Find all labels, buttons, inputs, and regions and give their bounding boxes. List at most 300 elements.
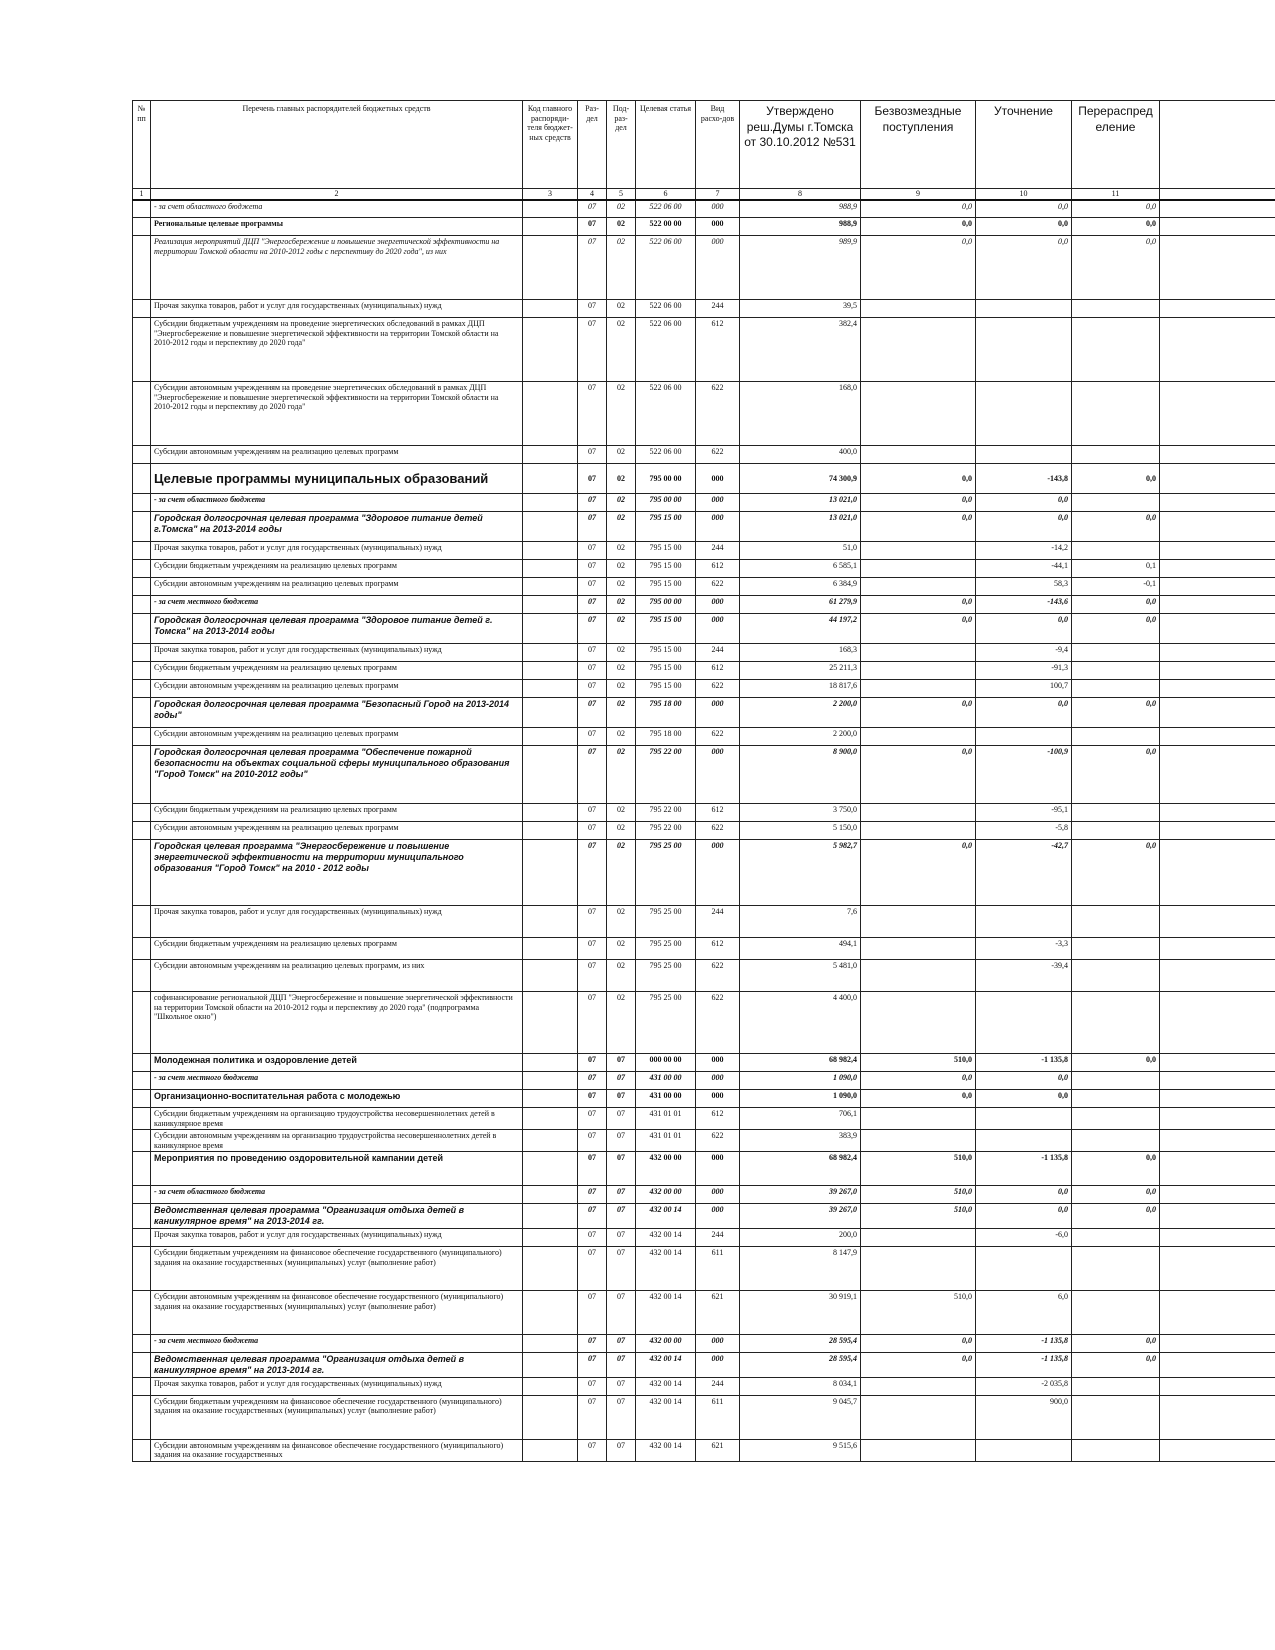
row-pereraspredelenie (1072, 728, 1160, 746)
row-utochnenie (976, 1247, 1072, 1291)
row-pereraspredelenie: 0,0 (1072, 698, 1160, 728)
row-bezvozmezdnye: 0,0 (861, 614, 976, 644)
table-row (133, 1152, 1275, 1186)
row-utverzhdeno: 7,6 (740, 906, 861, 938)
row-celevaya-statya: 432 00 14 (636, 1247, 696, 1291)
row-extra (1160, 494, 1275, 512)
row-razdel: 07 (578, 662, 607, 680)
row-pereraspredelenie: 0,0 (1072, 596, 1160, 614)
row-podrazdel: 02 (607, 200, 636, 218)
row-vid-raskhodov: 000 (696, 1054, 740, 1072)
budget-table-sheet (132, 100, 1275, 1462)
row-bezvozmezdnye: 0,0 (861, 840, 976, 906)
row-razdel: 07 (578, 906, 607, 938)
row-razdel: 07 (578, 236, 607, 300)
row-celevaya-statya: 000 00 00 (636, 1054, 696, 1072)
row-podrazdel: 07 (607, 1152, 636, 1186)
row-utverzhdeno: 168,3 (740, 644, 861, 662)
row-num (133, 1395, 151, 1439)
row-name: Субсидии автономным учреждениям на проведение энергетических обследований в рамках ДЦП "Энергосбережение и повышение энергетической эффективности на территории Томской области на 2010-2012 годы и перспективу до 2020 года" (151, 382, 523, 446)
row-extra (1160, 680, 1275, 698)
row-bezvozmezdnye (861, 300, 976, 318)
row-razdel: 07 (578, 1072, 607, 1090)
row-razdel: 07 (578, 840, 607, 906)
row-celevaya-statya: 432 00 00 (636, 1335, 696, 1353)
row-utverzhdeno: 61 279,9 (740, 596, 861, 614)
row-kod (523, 1072, 578, 1090)
row-num (133, 728, 151, 746)
row-bezvozmezdnye: 0,0 (861, 464, 976, 494)
row-kod (523, 1130, 578, 1152)
row-celevaya-statya: 795 00 00 (636, 494, 696, 512)
row-vid-raskhodov: 000 (696, 1072, 740, 1090)
row-bezvozmezdnye (861, 382, 976, 446)
row-utochnenie: -1 135,8 (976, 1335, 1072, 1353)
row-bezvozmezdnye (861, 906, 976, 938)
row-pereraspredelenie (1072, 300, 1160, 318)
row-name: Субсидии бюджетным учреждениям на реализацию целевых программ (151, 662, 523, 680)
row-celevaya-statya: 431 00 00 (636, 1072, 696, 1090)
row-name: Субсидии бюджетным учреждениям на финансовое обеспечение государственного (муниципального) задания на оказание государственных (муниципальных) услуг (выполнение работ) (151, 1247, 523, 1291)
row-vid-raskhodov: 611 (696, 1395, 740, 1439)
row-kod (523, 728, 578, 746)
row-celevaya-statya: 432 00 00 (636, 1152, 696, 1186)
row-razdel: 07 (578, 938, 607, 960)
row-celevaya-statya: 795 18 00 (636, 728, 696, 746)
table-row (133, 318, 1275, 382)
row-extra (1160, 938, 1275, 960)
row-utverzhdeno: 68 982,4 (740, 1054, 861, 1072)
row-celevaya-statya: 795 25 00 (636, 960, 696, 992)
row-celevaya-statya: 522 06 00 (636, 200, 696, 218)
row-utverzhdeno: 28 595,4 (740, 1335, 861, 1353)
row-podrazdel: 02 (607, 318, 636, 382)
row-pereraspredelenie (1072, 494, 1160, 512)
row-name: Молодежная политика и оздоровление детей (151, 1054, 523, 1072)
row-kod (523, 1291, 578, 1335)
table-row (133, 728, 1275, 746)
table-row (133, 512, 1275, 542)
row-utochnenie: -143,6 (976, 596, 1072, 614)
row-kod (523, 804, 578, 822)
row-num (133, 300, 151, 318)
row-utverzhdeno: 382,4 (740, 318, 861, 382)
row-utochnenie: -3,3 (976, 938, 1072, 960)
row-utverzhdeno: 400,0 (740, 446, 861, 464)
row-razdel: 07 (578, 446, 607, 464)
row-extra (1160, 218, 1275, 236)
row-extra (1160, 1054, 1275, 1072)
row-kod (523, 578, 578, 596)
row-podrazdel: 02 (607, 746, 636, 804)
table-row (133, 1353, 1275, 1378)
row-pereraspredelenie: 0,0 (1072, 1152, 1160, 1186)
row-razdel: 07 (578, 1395, 607, 1439)
row-vid-raskhodov: 612 (696, 938, 740, 960)
row-name: Субсидии автономным учреждениям на реализацию целевых программ (151, 728, 523, 746)
row-name: Субсидии автономным учреждениям на финансовое обеспечение государственного (муниципального) задания на оказание государственных (муниципальных) услуг (выполнение работ) (151, 1291, 523, 1335)
row-bezvozmezdnye: 0,0 (861, 698, 976, 728)
row-kod (523, 464, 578, 494)
row-kod (523, 494, 578, 512)
row-name: - за счет местного бюджета (151, 1072, 523, 1090)
row-vid-raskhodov: 612 (696, 804, 740, 822)
header-num: № пп (133, 101, 151, 189)
row-bezvozmezdnye (861, 644, 976, 662)
row-bezvozmezdnye (861, 446, 976, 464)
row-vid-raskhodov: 244 (696, 300, 740, 318)
row-podrazdel: 07 (607, 1247, 636, 1291)
row-extra (1160, 542, 1275, 560)
row-pereraspredelenie: 0,0 (1072, 1204, 1160, 1229)
row-podrazdel: 07 (607, 1377, 636, 1395)
row-razdel: 07 (578, 560, 607, 578)
row-num (133, 464, 151, 494)
row-kod (523, 1054, 578, 1072)
row-kod (523, 200, 578, 218)
row-vid-raskhodov: 000 (696, 698, 740, 728)
row-bezvozmezdnye: 0,0 (861, 218, 976, 236)
row-kod (523, 512, 578, 542)
row-utochnenie: 0,0 (976, 1090, 1072, 1108)
col-number: 10 (976, 189, 1072, 200)
row-bezvozmezdnye (861, 578, 976, 596)
row-podrazdel: 02 (607, 728, 636, 746)
row-utochnenie: -9,4 (976, 644, 1072, 662)
row-pereraspredelenie (1072, 542, 1160, 560)
row-utverzhdeno: 25 211,3 (740, 662, 861, 680)
row-vid-raskhodov: 244 (696, 906, 740, 938)
row-vid-raskhodov: 000 (696, 464, 740, 494)
row-utverzhdeno: 989,9 (740, 236, 861, 300)
row-razdel: 07 (578, 728, 607, 746)
table-row (133, 644, 1275, 662)
row-celevaya-statya: 432 00 14 (636, 1291, 696, 1335)
row-num (133, 1090, 151, 1108)
row-celevaya-statya: 432 00 14 (636, 1229, 696, 1247)
row-name: Целевые программы муниципальных образований (151, 464, 523, 494)
row-razdel: 07 (578, 578, 607, 596)
row-podrazdel: 02 (607, 906, 636, 938)
row-celevaya-statya: 795 15 00 (636, 680, 696, 698)
row-extra (1160, 614, 1275, 644)
row-pereraspredelenie: 0,0 (1072, 840, 1160, 906)
header-name: Перечень главных распорядителей бюджетных средств (151, 101, 523, 189)
row-vid-raskhodov: 000 (696, 840, 740, 906)
row-celevaya-statya: 522 06 00 (636, 300, 696, 318)
row-razdel: 07 (578, 1152, 607, 1186)
row-pereraspredelenie: 0,1 (1072, 560, 1160, 578)
row-name: - за счет местного бюджета (151, 596, 523, 614)
row-kod (523, 1353, 578, 1378)
row-num (133, 1130, 151, 1152)
row-celevaya-statya: 795 25 00 (636, 906, 696, 938)
row-num (133, 698, 151, 728)
row-kod (523, 614, 578, 644)
row-bezvozmezdnye: 0,0 (861, 1353, 976, 1378)
row-kod (523, 644, 578, 662)
row-name: Субсидии бюджетным учреждениям на реализацию целевых программ (151, 938, 523, 960)
row-vid-raskhodov: 244 (696, 1229, 740, 1247)
row-vid-raskhodov: 622 (696, 446, 740, 464)
row-utochnenie: -1 135,8 (976, 1353, 1072, 1378)
table-row (133, 200, 1275, 218)
row-pereraspredelenie: -0,1 (1072, 578, 1160, 596)
row-celevaya-statya: 432 00 00 (636, 1186, 696, 1204)
row-pereraspredelenie (1072, 1229, 1160, 1247)
row-pereraspredelenie (1072, 1395, 1160, 1439)
row-utochnenie: -143,8 (976, 464, 1072, 494)
row-podrazdel: 07 (607, 1395, 636, 1439)
row-celevaya-statya: 522 06 00 (636, 382, 696, 446)
row-bezvozmezdnye (861, 1130, 976, 1152)
col-number: 2 (151, 189, 523, 200)
row-celevaya-statya: 522 06 00 (636, 236, 696, 300)
table-row (133, 822, 1275, 840)
row-num (133, 614, 151, 644)
row-utverzhdeno: 8 900,0 (740, 746, 861, 804)
row-kod (523, 1229, 578, 1247)
table-row (133, 1439, 1275, 1461)
row-extra (1160, 1353, 1275, 1378)
row-celevaya-statya: 795 15 00 (636, 662, 696, 680)
row-utochnenie: -1 135,8 (976, 1054, 1072, 1072)
row-name: Прочая закупка товаров, работ и услуг для государственных (муниципальных) нужд (151, 300, 523, 318)
col-number: 4 (578, 189, 607, 200)
row-vid-raskhodov: 622 (696, 960, 740, 992)
row-podrazdel: 07 (607, 1054, 636, 1072)
row-razdel: 07 (578, 822, 607, 840)
row-vid-raskhodov: 000 (696, 512, 740, 542)
row-pereraspredelenie (1072, 318, 1160, 382)
row-num (133, 1152, 151, 1186)
row-utochnenie: -44,1 (976, 560, 1072, 578)
row-podrazdel: 02 (607, 218, 636, 236)
row-name: Субсидии автономным учреждениям на организацию трудоустройства несовершеннолетних детей в каникулярное время (151, 1130, 523, 1152)
row-utverzhdeno: 2 200,0 (740, 698, 861, 728)
row-kod (523, 300, 578, 318)
row-celevaya-statya: 522 00 00 (636, 218, 696, 236)
table-row (133, 300, 1275, 318)
table-row (133, 1090, 1275, 1108)
row-razdel: 07 (578, 464, 607, 494)
header-utv: Утверждено реш.Думы г.Томска от 30.10.2012 №531 (740, 101, 861, 189)
row-utverzhdeno: 3 750,0 (740, 804, 861, 822)
col-number: 11 (1072, 189, 1160, 200)
row-podrazdel: 02 (607, 992, 636, 1054)
row-extra (1160, 644, 1275, 662)
row-utverzhdeno: 8 034,1 (740, 1377, 861, 1395)
row-celevaya-statya: 795 15 00 (636, 560, 696, 578)
row-num (133, 1377, 151, 1395)
row-razdel: 07 (578, 512, 607, 542)
row-kod (523, 662, 578, 680)
row-utochnenie (976, 1130, 1072, 1152)
row-bezvozmezdnye: 510,0 (861, 1152, 976, 1186)
row-pereraspredelenie (1072, 992, 1160, 1054)
row-name: Реализация мероприятий ДЦП "Энергосбережение и повышение энергетической эффективности на территории Томской области на 2010-2012 годы с перспективу до 2020 года", из них (151, 236, 523, 300)
row-name: - за счет областного бюджета (151, 494, 523, 512)
row-razdel: 07 (578, 300, 607, 318)
row-vid-raskhodov: 622 (696, 992, 740, 1054)
row-name: Городская долгосрочная целевая программа "Обеспечение пожарной безопасности на объектах социальной сферы муниципального образования "Город Томск" на 2010-2012 годы" (151, 746, 523, 804)
row-celevaya-statya: 522 06 00 (636, 318, 696, 382)
row-razdel: 07 (578, 1204, 607, 1229)
row-utverzhdeno: 988,9 (740, 200, 861, 218)
table-row (133, 662, 1275, 680)
row-num (133, 236, 151, 300)
row-podrazdel: 02 (607, 840, 636, 906)
row-razdel: 07 (578, 1335, 607, 1353)
row-podrazdel: 07 (607, 1186, 636, 1204)
row-bezvozmezdnye: 0,0 (861, 596, 976, 614)
table-row (133, 1291, 1275, 1335)
table-row (133, 698, 1275, 728)
row-bezvozmezdnye: 0,0 (861, 1335, 976, 1353)
table-row (133, 614, 1275, 644)
row-utverzhdeno: 5 481,0 (740, 960, 861, 992)
row-vid-raskhodov: 622 (696, 680, 740, 698)
row-podrazdel: 02 (607, 644, 636, 662)
row-kod (523, 746, 578, 804)
row-num (133, 746, 151, 804)
row-name: Мероприятия по проведению оздоровительной кампании детей (151, 1152, 523, 1186)
header-utoch: Уточнение (976, 101, 1072, 189)
budget-rows (133, 200, 1275, 1462)
row-extra (1160, 1291, 1275, 1335)
row-pereraspredelenie: 0,0 (1072, 236, 1160, 300)
row-vid-raskhodov: 000 (696, 746, 740, 804)
row-num (133, 1072, 151, 1090)
row-num (133, 578, 151, 596)
row-utverzhdeno: 5 982,7 (740, 840, 861, 906)
row-kod (523, 542, 578, 560)
row-extra (1160, 318, 1275, 382)
row-utochnenie: 0,0 (976, 1072, 1072, 1090)
row-num (133, 560, 151, 578)
table-row (133, 906, 1275, 938)
row-utochnenie: 0,0 (976, 614, 1072, 644)
row-razdel: 07 (578, 200, 607, 218)
row-celevaya-statya: 795 25 00 (636, 938, 696, 960)
row-name: Ведомственная целевая программа "Организация отдыха детей в каникулярное время" на 2013-2014 гг. (151, 1353, 523, 1378)
row-pereraspredelenie: 0,0 (1072, 218, 1160, 236)
row-utochnenie: 0,0 (976, 1186, 1072, 1204)
row-vid-raskhodov: 612 (696, 1108, 740, 1130)
row-razdel: 07 (578, 1054, 607, 1072)
row-podrazdel: 02 (607, 560, 636, 578)
row-name: Прочая закупка товаров, работ и услуг для государственных (муниципальных) нужд (151, 542, 523, 560)
row-pereraspredelenie (1072, 644, 1160, 662)
row-celevaya-statya: 795 15 00 (636, 614, 696, 644)
row-num (133, 1186, 151, 1204)
row-celevaya-statya: 795 22 00 (636, 746, 696, 804)
row-utochnenie: 58,3 (976, 578, 1072, 596)
row-podrazdel: 02 (607, 614, 636, 644)
row-celevaya-statya: 795 15 00 (636, 512, 696, 542)
row-utochnenie: -1 135,8 (976, 1152, 1072, 1186)
row-podrazdel: 02 (607, 822, 636, 840)
row-vid-raskhodov: 000 (696, 1353, 740, 1378)
row-extra (1160, 822, 1275, 840)
row-utochnenie (976, 446, 1072, 464)
row-razdel: 07 (578, 746, 607, 804)
row-vid-raskhodov: 622 (696, 578, 740, 596)
row-razdel: 07 (578, 494, 607, 512)
row-pereraspredelenie (1072, 1247, 1160, 1291)
row-utochnenie: -42,7 (976, 840, 1072, 906)
row-podrazdel: 07 (607, 1291, 636, 1335)
row-vid-raskhodov: 244 (696, 542, 740, 560)
row-pereraspredelenie: 0,0 (1072, 1335, 1160, 1353)
row-utochnenie (976, 318, 1072, 382)
table-row (133, 1377, 1275, 1395)
row-celevaya-statya: 432 00 14 (636, 1204, 696, 1229)
row-vid-raskhodov: 000 (696, 200, 740, 218)
table-row (133, 938, 1275, 960)
row-kod (523, 992, 578, 1054)
table-row (133, 1186, 1275, 1204)
row-vid-raskhodov: 000 (696, 1090, 740, 1108)
row-razdel: 07 (578, 1090, 607, 1108)
row-pereraspredelenie (1072, 804, 1160, 822)
row-podrazdel: 07 (607, 1090, 636, 1108)
row-utverzhdeno: 13 021,0 (740, 494, 861, 512)
row-extra (1160, 662, 1275, 680)
row-utochnenie: -91,3 (976, 662, 1072, 680)
row-kod (523, 1395, 578, 1439)
row-kod (523, 1152, 578, 1186)
row-pereraspredelenie: 0,0 (1072, 746, 1160, 804)
row-bezvozmezdnye (861, 804, 976, 822)
row-bezvozmezdnye: 0,0 (861, 746, 976, 804)
row-celevaya-statya: 795 22 00 (636, 804, 696, 822)
row-bezvozmezdnye (861, 662, 976, 680)
header-bezv: Безвозмездные поступления (861, 101, 976, 189)
row-utochnenie (976, 906, 1072, 938)
row-utverzhdeno: 9 515,6 (740, 1439, 861, 1461)
row-extra (1160, 960, 1275, 992)
row-utverzhdeno: 5 150,0 (740, 822, 861, 840)
row-name: Прочая закупка товаров, работ и услуг для государственных (муниципальных) нужд (151, 1377, 523, 1395)
row-bezvozmezdnye (861, 938, 976, 960)
row-extra (1160, 804, 1275, 822)
row-num (133, 596, 151, 614)
row-razdel: 07 (578, 992, 607, 1054)
row-razdel: 07 (578, 698, 607, 728)
row-name: Ведомственная целевая программа "Организация отдыха детей в каникулярное время" на 2013-2014 гг. (151, 1204, 523, 1229)
row-razdel: 07 (578, 542, 607, 560)
row-podrazdel: 02 (607, 662, 636, 680)
row-extra (1160, 446, 1275, 464)
row-razdel: 07 (578, 1353, 607, 1378)
row-utochnenie: -95,1 (976, 804, 1072, 822)
row-extra (1160, 1130, 1275, 1152)
row-kod (523, 596, 578, 614)
row-kod (523, 1247, 578, 1291)
row-utochnenie: 100,7 (976, 680, 1072, 698)
row-celevaya-statya: 795 00 00 (636, 596, 696, 614)
row-razdel: 07 (578, 1108, 607, 1130)
budget-table (132, 100, 1275, 1462)
row-pereraspredelenie (1072, 822, 1160, 840)
row-vid-raskhodov: 244 (696, 1377, 740, 1395)
col-number: 3 (523, 189, 578, 200)
row-num (133, 218, 151, 236)
row-num (133, 662, 151, 680)
table-row (133, 382, 1275, 446)
row-utverzhdeno: 200,0 (740, 1229, 861, 1247)
